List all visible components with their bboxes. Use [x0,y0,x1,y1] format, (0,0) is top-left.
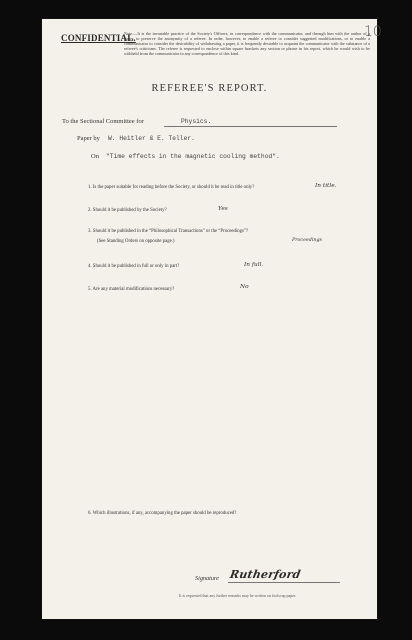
committee-value: Physics. [181,118,212,125]
footer-note: It is requested that any further remarks may be written on foolscap paper. [179,593,297,598]
confidential-heading: CONFIDENTIAL. [61,33,136,43]
report-title: REFEREE'S REPORT. [151,83,268,94]
folio-number: 10 [364,24,382,40]
referee-report-sheet [42,19,382,619]
paper-on-label: On [91,153,99,160]
committee-label: To the Sectional Committee for [62,118,144,125]
answer-3: Proceedings [292,238,322,243]
paper-authors: W. Heitler & E. Teller. [108,135,195,142]
confidentiality-note: Note.—It is the invariable practice of the Society's Officers, in correspondence with the communicator, and through him with the author of a paper, to preserve the anonymity of a referee. In order, however, to enable a referee to consider suggested modifications, or to enable a communicator to consider the desirability of withdrawing a paper, it is frequently desirable to acquaint the communicator with the substance of a referee's criticisms. The referee is requested to enclose within square brackets any section or phrase in his report, which he would wish to be withheld from the communicator in any correspondence of this kind. [124,31,370,57]
answer-2: Yes [218,206,228,212]
question-3: 3. Should it be published in the “Philosophical Transactions” or the “Proceedings”? [88,229,249,234]
signature-label: Signature [195,575,219,582]
question-4: 4. Should it be published in full or only in part? [88,264,180,269]
answer-5: No [240,284,249,290]
question-3-note: (See Standing Orders on opposite page.) [97,239,175,244]
question-5: 5. Are any material modifications necessary? [88,287,175,292]
signature-rule [228,582,340,583]
answer-4: In full. [244,262,264,268]
question-6: 6. Which illustrations, if any, accompanying the paper should be reproduced? [88,511,237,516]
question-1: 1. Is the paper suitable for reading before the Society, or should it be read in title only? [88,185,255,190]
paper-by-label: Paper by [77,135,100,142]
question-2: 2. Should it be published by the Society? [88,208,167,213]
signature-handwritten: Rutherford [228,568,302,581]
committee-rule [164,126,337,127]
answer-1: In title. [315,183,337,189]
paper-title: "Time effects in the magnetic cooling method". [106,153,280,160]
